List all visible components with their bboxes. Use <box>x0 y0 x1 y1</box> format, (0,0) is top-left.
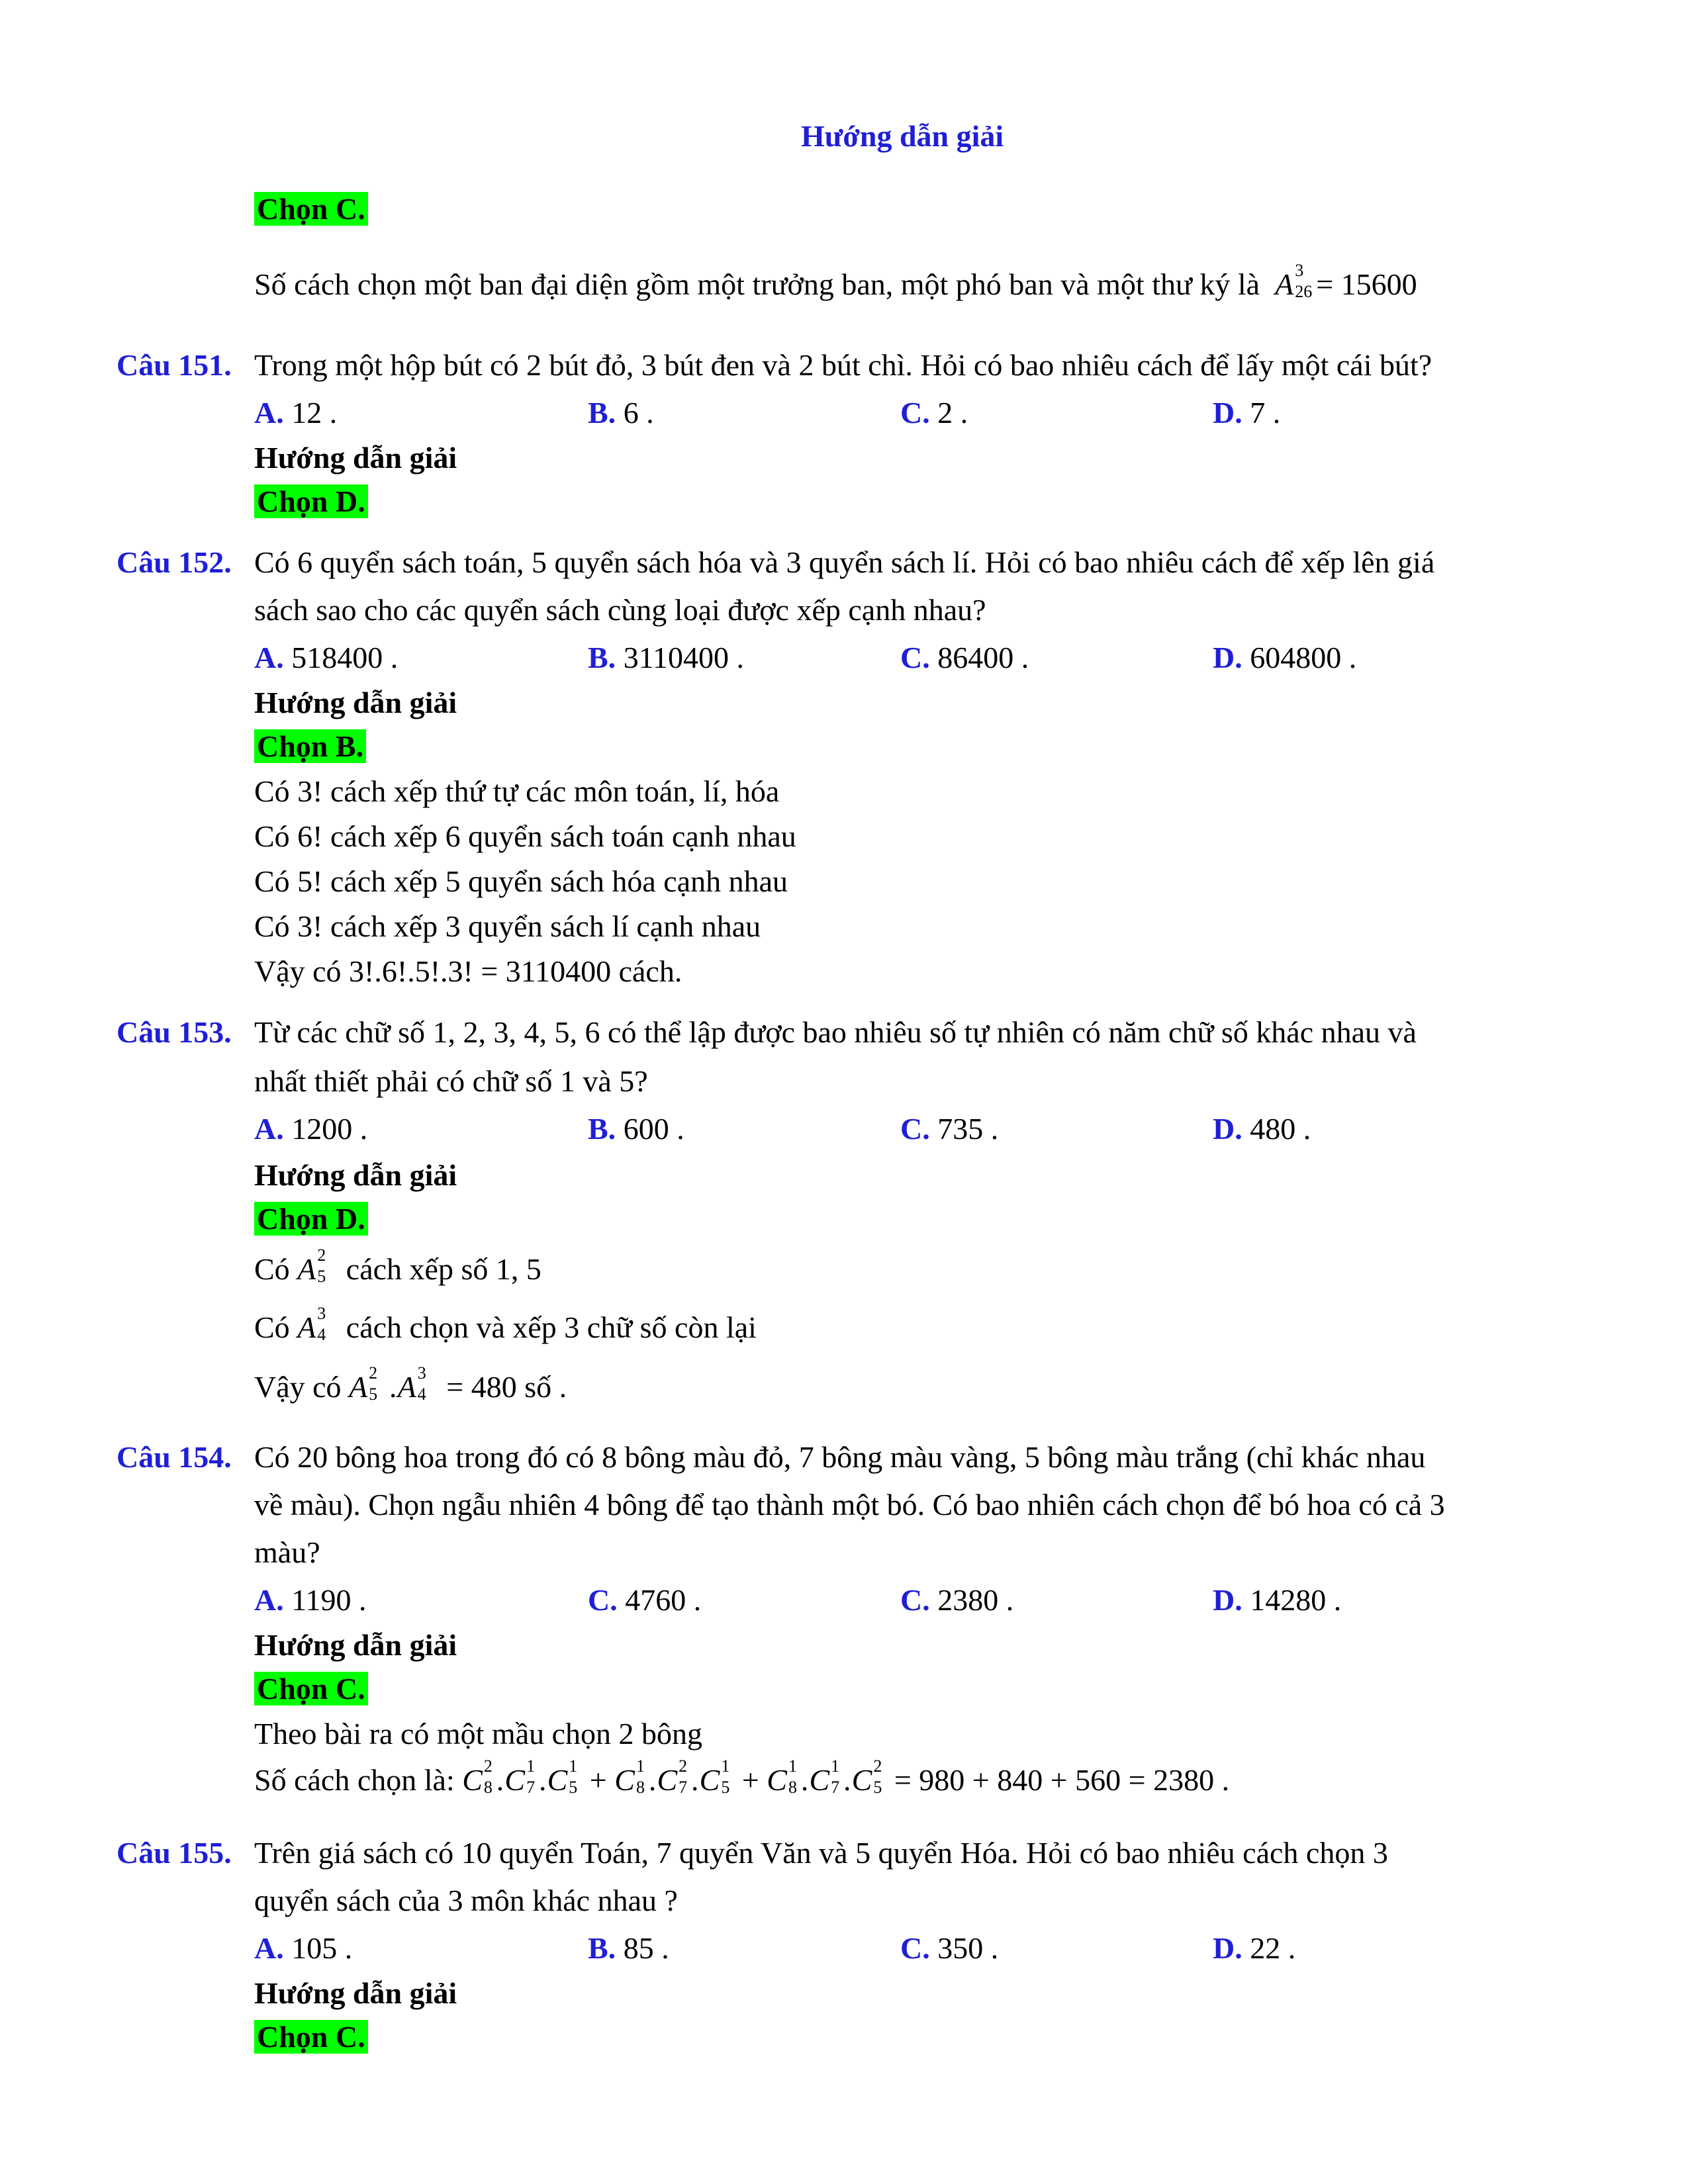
solution-line: Có 5! cách xếp 5 quyển sách hóa cạnh nhau <box>254 864 788 898</box>
guide-title: Hướng dẫn giải <box>801 119 1004 153</box>
option-b[interactable]: C. 4760 . <box>588 1583 702 1617</box>
intro-sentence: Số cách chọn một ban đại diện gồm một trưởng ban, một phó ban và một thư ký là <box>254 267 1260 301</box>
question-label: Câu 155. <box>117 1836 232 1870</box>
combination-term: C 1 7 <box>809 1756 840 1797</box>
solution-line: Vậy có 3!.6!.5!.3! = 3110400 cách. <box>254 954 682 988</box>
question-text: quyển sách của 3 môn khác nhau ? <box>254 1884 678 1917</box>
question-text: Trên giá sách có 10 quyển Toán, 7 quyển Văn và 5 quyển Hóa. Hỏi có bao nhiêu cách chọn 3 <box>254 1836 1388 1870</box>
question-label: Câu 154. <box>117 1440 232 1474</box>
combination-term: C 1 8 <box>767 1756 797 1797</box>
combination-expression: C 2 8 .C 1 7 .C 1 5 + C 1 8 .C 2 7 .C 1 5 + C 1 8 .C 1 7 .C 2 5 <box>462 1763 886 1797</box>
combination-term: C 1 8 <box>614 1756 645 1797</box>
answer-choice: Chọn D. <box>254 1199 368 1239</box>
question-text: Có 6 quyển sách toán, 5 quyển sách hóa và 3 quyển sách lí. Hỏi có bao nhiêu cách để xếp lên giá <box>254 545 1435 579</box>
option-d[interactable]: D. 14280 . <box>1213 1583 1342 1617</box>
guide-heading: Hướng dẫn giải <box>254 1628 457 1662</box>
plus-sign: + <box>582 1763 615 1797</box>
option-a[interactable]: A. 1190 . <box>254 1583 367 1617</box>
guide-heading: Hướng dẫn giải <box>254 441 457 475</box>
option-d[interactable]: D. 604800 . <box>1213 641 1357 674</box>
question-text: Từ các chữ số 1, 2, 3, 4, 5, 6 có thể lập được bao nhiêu số tự nhiên có năm chữ số khác nhau và <box>254 1015 1417 1049</box>
option-b[interactable]: B. 6 . <box>588 396 654 430</box>
answer-choice: Chọn D. <box>254 482 368 522</box>
combination-term: C 1 5 <box>699 1756 730 1797</box>
question-label: Câu 151. <box>117 348 232 382</box>
solution-line: Có 3! cách xếp 3 quyển sách lí cạnh nhau <box>254 909 761 943</box>
question-text: nhất thiết phải có chữ số 1 và 5? <box>254 1064 648 1098</box>
plus-sign: + <box>734 1763 767 1797</box>
option-d[interactable]: D. 22 . <box>1213 1931 1296 1965</box>
question-label: Câu 153. <box>117 1015 232 1049</box>
solution-line: Số cách chọn là: C 2 8 .C 1 7 .C 1 5 + C 1 8 .C 2 7 .C 1 5 + C 1 8 .C 1 7 .C 2 5 = 980 + 840 + 560 = 2380 . <box>254 1756 1230 1797</box>
option-c[interactable]: C. 86400 . <box>900 641 1029 674</box>
combination-term: C 2 8 <box>462 1756 492 1797</box>
option-a[interactable]: A. 518400 . <box>254 641 399 674</box>
question-label: Câu 152. <box>117 545 232 579</box>
option-d[interactable]: D. 7 . <box>1213 396 1281 430</box>
question-text: Có 20 bông hoa trong đó có 8 bông màu đỏ, 7 bông màu vàng, 5 bông màu trắng (chỉ khác nhau <box>254 1440 1426 1474</box>
option-b[interactable]: B. 85 . <box>588 1931 669 1965</box>
option-a[interactable]: A. 1200 . <box>254 1112 368 1146</box>
guide-heading: Hướng dẫn giải <box>254 1976 457 2010</box>
option-c[interactable]: C. 735 . <box>900 1112 999 1146</box>
intro-choice <box>254 189 368 229</box>
option-b[interactable]: B. 3110400 . <box>588 641 744 674</box>
guide-heading: Hướng dẫn giải <box>254 686 457 719</box>
answer-choice: Chọn B. <box>254 727 366 766</box>
combination-term: C 1 7 <box>504 1756 536 1797</box>
question-text: màu? <box>254 1535 320 1569</box>
option-a[interactable]: A. 105 . <box>254 1931 353 1965</box>
solution-line: Theo bài ra có một mầu chọn 2 bông <box>254 1717 703 1751</box>
option-c[interactable]: C. 2 . <box>900 396 968 430</box>
question-text: Trong một hộp bút có 2 bút đỏ, 3 bút đen và 2 bút chì. Hỏi có bao nhiêu cách để lấy một cái bút? <box>254 348 1432 382</box>
combination-term: C 1 5 <box>547 1756 578 1797</box>
option-c[interactable]: C. 2380 . <box>900 1583 1014 1617</box>
intro-math: A 3 26 = 15600 <box>1275 261 1417 302</box>
choice-badge: Chọn C. <box>254 192 368 226</box>
combination-term: C 2 5 <box>851 1756 882 1797</box>
solution-line: Vậy có A 2 5 .A 3 4 = 480 số . <box>254 1363 567 1404</box>
option-d[interactable]: D. 480 . <box>1213 1112 1311 1146</box>
solution-line: Có A 2 5 cách xếp số 1, 5 <box>254 1246 541 1287</box>
question-text: sách sao cho các quyển sách cùng loại được xếp cạnh nhau? <box>254 593 986 627</box>
question-text: về màu). Chọn ngẫu nhiên 4 bông để tạo thành một bó. Có bao nhiên cách chọn để bó hoa có cả 3 <box>254 1488 1445 1522</box>
option-a[interactable]: A. 12 . <box>254 396 338 430</box>
answer-choice: Chọn C. <box>254 1669 368 1709</box>
combination-term: C 2 7 <box>657 1756 688 1797</box>
solution-line: Có 3! cách xếp thứ tự các môn toán, lí, hóa <box>254 774 780 808</box>
guide-heading: Hướng dẫn giải <box>254 1158 457 1192</box>
intro-text <box>254 261 1417 304</box>
solution-line: Có 6! cách xếp 6 quyển sách toán cạnh nhau <box>254 819 796 853</box>
solution-line: Có A 3 4 cách chọn và xếp 3 chữ số còn lại <box>254 1304 757 1345</box>
option-c[interactable]: C. 350 . <box>900 1931 999 1965</box>
option-b[interactable]: B. 600 . <box>588 1112 684 1146</box>
answer-choice: Chọn C. <box>254 2017 368 2057</box>
